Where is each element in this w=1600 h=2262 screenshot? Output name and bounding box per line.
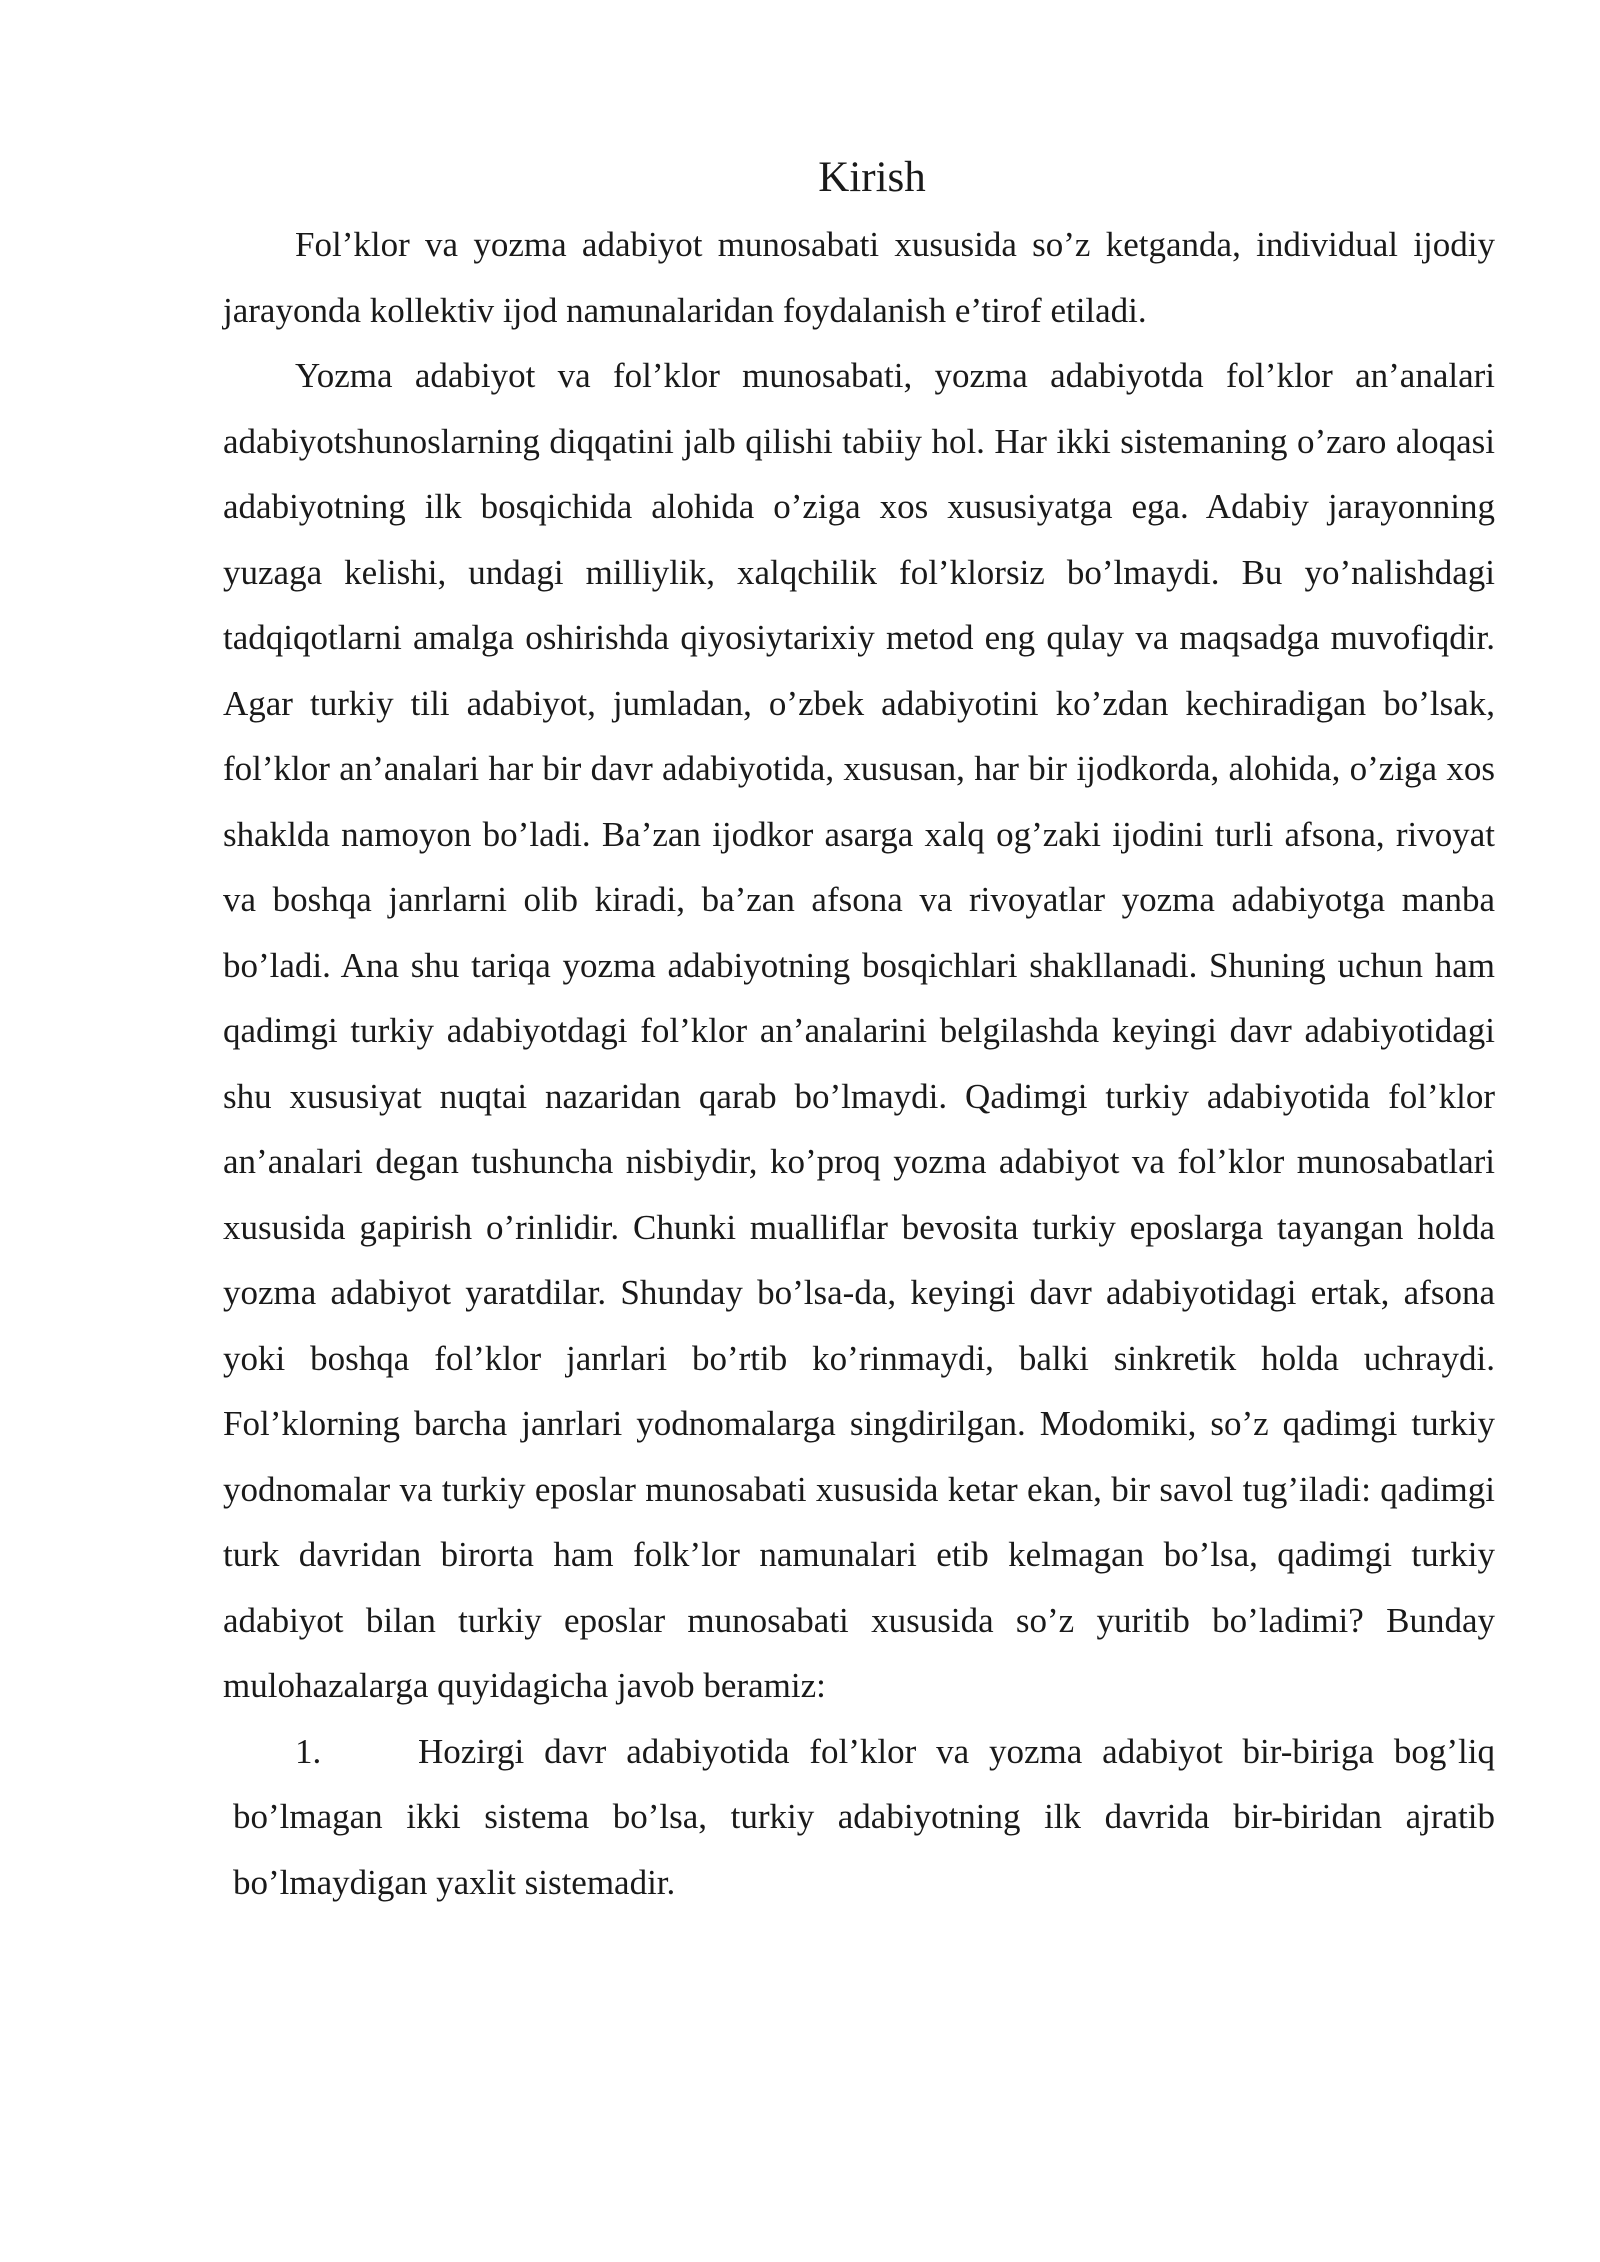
- list-item-number: 1.: [295, 1731, 322, 1771]
- document-page: [223, 150, 1495, 1915]
- page-title: Kirish: [818, 154, 926, 201]
- paragraph-main: Yozma adabiyot va fol’klor munosabati, yozma adabiyotda fol’klor an’analari adabiyotshunoslarning diqqatini jalb qilishi tabiiy hol. Har ikki sistemaning o’zaro aloqasi adabiyotning ilk bosqichida alohida o’ziga xos xususiyatga ega. Adabiy jarayonning yuzaga kelishi, undagi milliylik, xalqchilik fol’klorsiz bo’lmaydi. Bu yo’nalishdagi tadqiqotlarni amalga oshirishda qiyosiytarixiy metod eng qulay va maqsadga muvofiqdir. Agar turkiy tili adabiyot, jumladan, o’zbek adabiyotini ko’zdan kechiradigan bo’lsak, fol’klor an’analari har bir davr adabiyotida, xususan, har bir ijodkorda, alohida, o’ziga xos shaklda namoyon bo’ladi. Ba’zan ijodkor asarga xalq og’zaki ijodini turli afsona, rivoyat va boshqa janrlarni olib kiradi, ba’zan afsona va rivoyatlar yozma adabiyotga manba bo’ladi. Ana shu tariqa yozma adabiyotning bosqichlari shakllanadi. Shuning uchun ham qadimgi turkiy adabiyotdagi fol’klor an’analarini belgilashda keyingi davr adabiyotidagi shu xususiyat nuqtai nazaridan qarab bo’lmaydi. Qadimgi turkiy adabiyotida fol’klor an’analari degan tushuncha nisbiydir, ko’proq yozma adabiyot va fol’klor munosabatlari xususida gapirish o’rinlidir. Chunki mualliflar bevosita turkiy eposlarga tayangan holda yozma adabiyot yaratdilar. Shunday bo’lsa-da, keyingi davr adabiyotidagi ertak, afsona yoki boshqa fol’klor janrlari bo’rtib ko’rinmaydi, balki sinkretik holda uchraydi. Fol’klorning barcha janrlari yodnomalarga singdirilgan. Modomiki, so’z qadimgi turkiy yodnomalar va turkiy eposlar munosabati xususida ketar ekan, bir savol tug’iladi: qadimgi turk davridan birorta ham folk’lor namunalari etib kelmagan bo’lsa, qadimgi turkiy adabiyot bilan turkiy eposlar munosabati xususida so’z yuritib bo’ladimi? Bunday mulohazalarga quyidagicha javob beramiz:: [223, 356, 1495, 1705]
- list-item-text: Hozirgi davr adabiyotida fol’klor va yozma adabiyot bir-biriga bog’liq bo’lmagan ikki sistema bo’lsa, turkiy adabiyotning ilk davrida bir-biridan ajratib bo’lmaydigan yaxlit sistemadir.: [233, 1731, 1495, 1902]
- list-item: [223, 1719, 1495, 1916]
- paragraph-intro: Fol’klor va yozma adabiyot munosabati xususida so’z ketganda, individual ijodiy jarayonda kollektiv ijod namunalaridan foydalanish e’tirof etiladi.: [223, 225, 1495, 330]
